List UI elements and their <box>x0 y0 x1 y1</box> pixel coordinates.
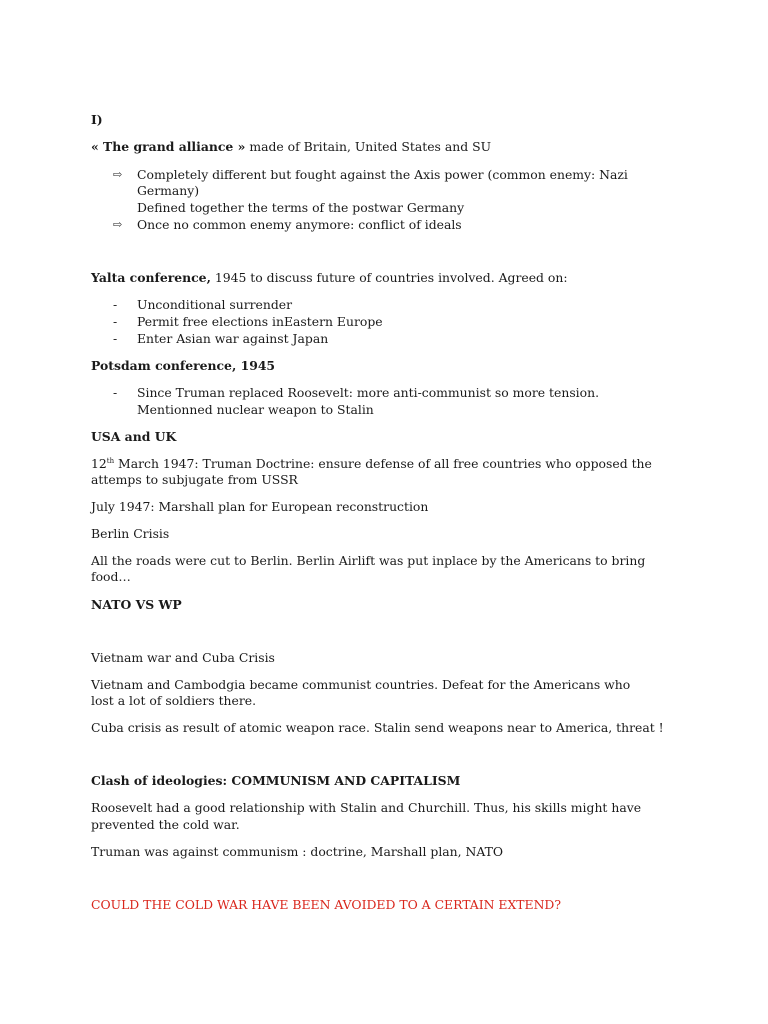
potsdam-title: Potsdam conference, 1945 <box>91 358 276 373</box>
nato-title: NATO VS WP <box>91 597 182 612</box>
clash-title: Clash of ideologies: COMMUNISM AND CAPITALISM <box>91 773 461 788</box>
vietnam-line: Vietnam and Cambodgia became communist countries. Defeat for the Americans who <box>91 677 631 692</box>
dash-bullet: - <box>113 331 118 346</box>
essay-question: COULD THE COLD WAR HAVE BEEN AVOIDED TO A CERTAIN EXTEND? <box>91 897 562 912</box>
berlin-crisis-line: All the roads were cut to Berlin. Berlin Airlift was put inplace by the Americans to bring <box>91 553 646 568</box>
list-item: Unconditional surrender <box>137 297 293 312</box>
arrow-right-icon: ⇨ <box>113 218 123 231</box>
doctrine-day-suffix: th <box>106 457 115 465</box>
list-item-line: Defined together the terms of the postwar Germany <box>137 200 465 215</box>
grand-alliance-text: made of Britain, United States and SU <box>245 139 492 154</box>
usa-uk-title: USA and UK <box>91 429 177 444</box>
yalta-paragraph <box>91 270 568 286</box>
yalta-text: 1945 to discuss future of countries involved. Agreed on: <box>210 270 568 285</box>
marshall-plan-line: July 1947: Marshall plan for European reconstruction <box>91 499 429 514</box>
doctrine-day: 12 <box>91 456 107 471</box>
grand-alliance-paragraph <box>91 139 491 155</box>
arrow-right-icon: ⇨ <box>113 168 123 181</box>
yalta-title: Yalta conference, <box>91 270 211 285</box>
list-item: Permit free elections inEastern Europe <box>137 314 383 329</box>
truman-doctrine-line <box>91 456 652 472</box>
vietnam-title: Vietnam war and Cuba Crisis <box>91 650 275 665</box>
list-item-line: Germany) <box>137 183 200 198</box>
grand-alliance-title: « The grand alliance » <box>91 139 246 154</box>
clash-line-2: prevented the cold war. <box>91 817 240 832</box>
doctrine-text: March 1947: Truman Doctrine: ensure defense of all free countries who opposed the <box>114 456 652 471</box>
list-item: Enter Asian war against Japan <box>137 331 329 346</box>
cuba-line: Cuba crisis as result of atomic weapon race. Stalin send weapons near to America, threat ! <box>91 720 664 735</box>
vietnam-line-2: lost a lot of soldiers there. <box>91 693 257 708</box>
truman-line: Truman was against communism : doctrine, Marshall plan, NATO <box>91 844 504 859</box>
list-item-line: Mentionned nuclear weapon to Stalin <box>137 402 374 417</box>
section-heading: I) <box>91 112 103 127</box>
berlin-crisis-title: Berlin Crisis <box>91 526 170 541</box>
dash-bullet: - <box>113 297 118 312</box>
list-item-line: Once no common enemy anymore: conflict of ideals <box>137 217 462 232</box>
dash-bullet: - <box>113 314 118 329</box>
truman-doctrine-line-2: attemps to subjugate from USSR <box>91 472 298 487</box>
clash-line: Roosevelt had a good relationship with Stalin and Churchill. Thus, his skills might have <box>91 800 642 815</box>
dash-bullet: - <box>113 385 118 400</box>
list-item-line: Since Truman replaced Roosevelt: more anti-communist so more tension. <box>137 385 600 400</box>
berlin-crisis-line-2: food… <box>91 569 131 584</box>
list-item-line: Completely different but fought against the Axis power (common enemy: Nazi <box>137 167 628 182</box>
